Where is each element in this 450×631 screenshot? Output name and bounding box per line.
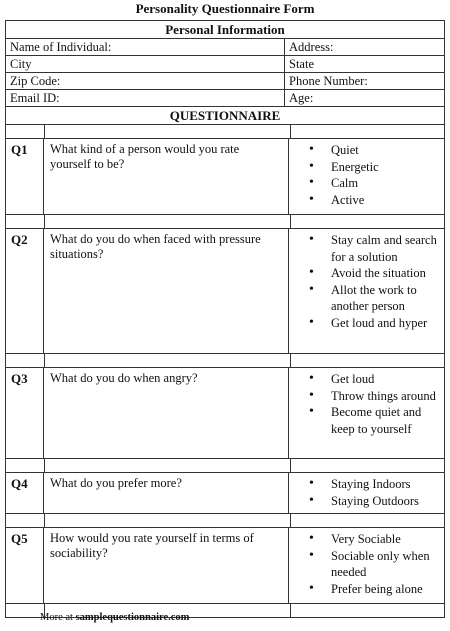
option-item[interactable]: • Prefer being alone	[309, 581, 444, 598]
option-item[interactable]: • Throw things around	[309, 388, 444, 405]
question-number: Q3	[6, 368, 44, 458]
page-title: Personality Questionnaire Form	[135, 1, 315, 16]
state-field-label[interactable]: State	[289, 57, 314, 71]
question-number: Q2	[6, 229, 44, 353]
question-number: Q5	[6, 528, 44, 603]
name-field-label[interactable]: Name of Individual:	[6, 39, 285, 55]
option-item[interactable]: • Quiet	[309, 142, 444, 159]
option-item[interactable]: • Allot the work to another person	[309, 282, 444, 315]
option-item[interactable]: • Staying Outdoors	[309, 493, 444, 510]
option-item[interactable]: • Get loud and hyper	[309, 315, 444, 332]
question-text: What do you prefer more?	[44, 473, 289, 513]
question-number: Q4	[6, 473, 44, 513]
footer-site-link[interactable]: samplequestionnaire.com	[75, 612, 190, 623]
spacer-row	[6, 215, 444, 229]
info-row	[6, 90, 444, 107]
option-item[interactable]: • Energetic	[309, 159, 444, 176]
questionnaire-heading-row	[6, 107, 444, 125]
spacer-row	[6, 459, 444, 473]
question-number: Q1	[6, 139, 44, 214]
email-field-label[interactable]: Email ID:	[6, 90, 285, 106]
question-row-q1	[6, 139, 444, 215]
spacer-row	[6, 125, 444, 139]
option-item[interactable]: • Staying Indoors	[309, 476, 444, 493]
question-row-q2	[6, 229, 444, 354]
option-item[interactable]: • Become quiet and keep to yourself	[309, 404, 444, 437]
questionnaire-form	[5, 20, 445, 618]
options-list	[289, 473, 444, 513]
option-item[interactable]: • Very Sociable	[309, 531, 444, 548]
options-list	[289, 229, 444, 353]
options-list	[289, 139, 444, 214]
footer-prefix: More at	[40, 612, 76, 623]
questionnaire-heading: QUESTIONNAIRE	[169, 108, 281, 123]
address-field-label[interactable]: Address:	[289, 40, 334, 54]
info-row	[6, 39, 444, 56]
age-field-label[interactable]: Age:	[289, 91, 314, 105]
options-list	[289, 368, 444, 458]
city-field-label[interactable]: City	[6, 56, 285, 72]
option-item[interactable]: • Sociable only when needed	[309, 548, 444, 581]
question-text: What do you do when faced with pressure situations?	[44, 229, 289, 353]
option-item[interactable]: • Get loud	[309, 371, 444, 388]
footer	[40, 612, 189, 623]
question-row-q3	[6, 368, 444, 459]
info-row	[6, 73, 444, 90]
spacer-row	[6, 354, 444, 368]
option-item[interactable]: • Avoid the situation	[309, 265, 444, 282]
option-item[interactable]: • Stay calm and search for a solution	[309, 232, 444, 265]
zip-field-label[interactable]: Zip Code:	[6, 73, 285, 89]
personal-info-heading: Personal Information	[6, 21, 444, 39]
phone-field-label[interactable]: Phone Number:	[289, 74, 368, 88]
option-item[interactable]: • Active	[309, 192, 444, 209]
question-text: How would you rate yourself in terms of sociability?	[44, 528, 289, 603]
question-row-q4	[6, 473, 444, 514]
question-row-q5	[6, 528, 444, 604]
question-text: What do you do when angry?	[44, 368, 289, 458]
info-row	[6, 56, 444, 73]
spacer-row	[6, 514, 444, 528]
question-text: What kind of a person would you rate yourself to be?	[44, 139, 289, 214]
option-item[interactable]: • Calm	[309, 175, 444, 192]
options-list	[289, 528, 444, 603]
